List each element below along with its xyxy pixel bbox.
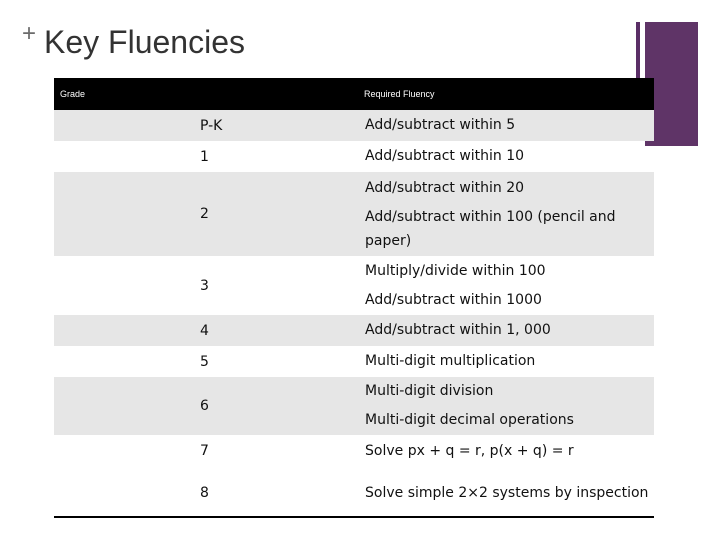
table-row xyxy=(54,110,654,141)
grade-cell: 6 xyxy=(54,377,360,435)
table-row xyxy=(54,377,654,435)
grade-cell: 1 xyxy=(200,148,209,165)
fluency-table xyxy=(54,78,654,519)
grade-cell: P-K xyxy=(54,110,360,141)
fluency-item: Multi-digit division xyxy=(365,383,494,399)
fluency-cell xyxy=(360,346,654,377)
grade-cell: 5 xyxy=(200,353,209,370)
table-row xyxy=(54,315,654,346)
fluency-table-container xyxy=(54,78,654,519)
fluency-cell xyxy=(360,172,654,256)
column-header-grade: Grade xyxy=(54,78,360,110)
column-header-required-fluency: Required Fluency xyxy=(360,78,654,110)
plus-icon: + xyxy=(22,20,37,47)
fluency-item: Multi-digit decimal operations xyxy=(365,412,574,428)
fluency-item: Add/subtract within 5 xyxy=(365,117,516,133)
fluency-cell xyxy=(360,315,654,346)
fluency-item: Solve px + q = r, p(x + q) = r xyxy=(365,442,574,459)
fluency-cell xyxy=(360,141,654,172)
fluency-item: Add/subtract within 10 xyxy=(365,148,525,164)
fluency-cell xyxy=(360,256,654,315)
table-bottom-border xyxy=(54,516,654,518)
fluency-item: Multiply/divide within 100 xyxy=(365,262,546,279)
fluency-item: Add/subtract within 1000 xyxy=(365,291,542,308)
fluency-cell xyxy=(360,377,654,435)
grade-cell: 8 xyxy=(200,485,209,501)
grade-cell: 7 xyxy=(200,443,209,459)
table-row xyxy=(54,256,654,315)
fluency-item: Solve simple 2×2 systems by inspection xyxy=(365,484,649,501)
accent-bar-thin xyxy=(636,22,640,78)
table-header-row xyxy=(54,78,654,110)
table-row xyxy=(54,467,654,519)
fluency-cell xyxy=(360,435,654,467)
grade-cell: 2 xyxy=(54,172,360,256)
fluency-item: Add/subtract within 20 xyxy=(365,179,525,196)
slide-title: Key Fluencies xyxy=(44,24,245,60)
grade-cell: 4 xyxy=(54,315,360,346)
fluency-item: Add/subtract within 1, 000 xyxy=(365,322,551,338)
fluency-item: Add/subtract within 100 (pencil and paper) xyxy=(365,208,616,249)
fluency-cell xyxy=(360,467,654,519)
grade-cell: 3 xyxy=(200,277,209,294)
table-row xyxy=(54,346,654,377)
table-row xyxy=(54,141,654,172)
table-row xyxy=(54,435,654,467)
fluency-item: Multi-digit multiplication xyxy=(365,353,536,369)
fluency-cell xyxy=(360,110,654,141)
table-row xyxy=(54,172,654,256)
